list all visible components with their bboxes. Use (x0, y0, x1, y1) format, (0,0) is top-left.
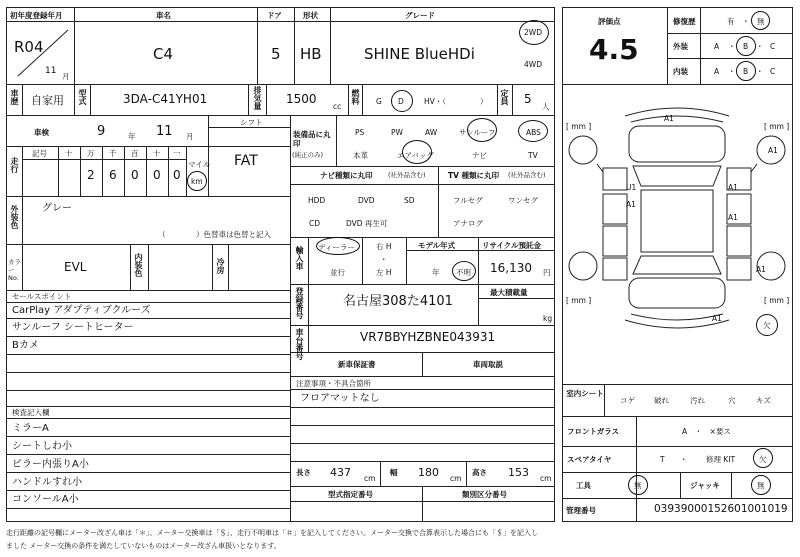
max-load-unit: kg (543, 314, 553, 323)
inspection-year-unit: 年 (128, 132, 136, 141)
mileage-unit-1: 万 (87, 149, 95, 158)
repair-label: 修復歴 (673, 17, 696, 26)
exterior-rating-label: 外装 (673, 42, 688, 51)
unknown-circle (452, 261, 476, 281)
type-number-label: 型式指定番号 (328, 490, 373, 499)
equipment-navi: ナビ (472, 151, 487, 160)
inspector-note-item: シートしわ小 (12, 441, 72, 452)
import-label: 輸入車 (295, 246, 304, 270)
exterior-grade-c: C (770, 42, 776, 51)
doors-value: 5 (271, 45, 281, 63)
repair-no: 無 (757, 17, 765, 26)
repair-dot: ・ (742, 17, 750, 26)
score-value: 4.5 (589, 33, 639, 66)
equipment-aw: AW (425, 128, 438, 137)
model-year-unknown: 不明 (456, 268, 471, 277)
mileage-digit: 0 (153, 168, 161, 182)
front-glass-value: A ・ ×要ス (682, 427, 731, 436)
width-value: 180 (418, 466, 439, 479)
mileage-unit-5: 一 (173, 149, 181, 158)
navi-label: ナビ種類に丸印 (320, 171, 373, 180)
registration-value: 名古屋308た4101 (343, 294, 453, 309)
color-no-value: EVL (64, 260, 87, 274)
equipment-label: 装備品に丸印 (293, 130, 331, 148)
equipment-pw: PW (391, 128, 403, 137)
fuel-label: 燃料 (351, 89, 360, 105)
interior-grade-dot: ・ (728, 67, 736, 76)
grade-value: SHINE BlueHDi (364, 45, 475, 63)
interior-grade-c: C (770, 67, 776, 76)
registration-label: 登録番号 (295, 287, 304, 319)
spare-tire-dot: ・ (680, 455, 688, 464)
interior-grade-b: B (743, 67, 749, 76)
chassis-value: VR7BBYHZBNE043931 (360, 330, 496, 344)
dealer-circle (316, 237, 360, 255)
grade-label: グレード (405, 11, 435, 20)
inspection-label: 車検 (34, 128, 49, 137)
diagram-mark: A1 (756, 265, 766, 274)
tv-label: TV 種類に丸印 (448, 171, 500, 180)
tools-label: 工具 (576, 481, 591, 490)
width-unit: cm (450, 474, 462, 483)
drive-4wd: 4WD (524, 60, 542, 69)
airbag-circle (402, 140, 432, 164)
capacity-unit: 人 (542, 102, 550, 111)
drive-2wd: 2WD (524, 28, 542, 37)
mileage-km: km (191, 177, 203, 186)
import-dot: ・ (380, 255, 388, 264)
recycle-label: リサイクル預託金 (482, 241, 541, 250)
inspection-month-unit: 月 (186, 132, 194, 141)
first-reg-month-unit: 月 (62, 72, 70, 81)
footer-line-2: ました メーター交換の条件を満たしていないものはメーター改ざん車扱いとなります。 (6, 542, 281, 550)
equipment-abs: ABS (526, 128, 541, 137)
model-value: 3DA-C41YH01 (123, 92, 208, 106)
mileage-digit: 0 (173, 168, 181, 182)
capacity-label: 定員 (500, 89, 509, 105)
import-parallel: 並行 (330, 268, 345, 277)
mileage-unit-2: 千 (109, 149, 117, 158)
class-number-label: 類別区分番号 (462, 490, 507, 499)
interior-color-label: 内装色 (134, 253, 143, 277)
mileage-sign-label: 記号 (32, 149, 47, 158)
length-unit: cm (364, 474, 376, 483)
exterior-color-label: 外装色 (10, 205, 19, 229)
interior-rating-label: 内装 (673, 67, 688, 76)
import-left-h: 左 H (376, 268, 392, 277)
exterior-grade-dot: ・ (728, 42, 736, 51)
caution-value: フロアマットなし (300, 393, 380, 404)
shape-label: 形状 (303, 11, 318, 20)
inspector-notes-label: 検査記入欄 (12, 408, 50, 417)
diagram-mark: A1 (728, 183, 738, 192)
import-right-h: 右 H (376, 242, 392, 251)
car-name-label: 車名 (156, 11, 171, 20)
diagram-mark: A1 (664, 114, 674, 123)
fridge-label: 冷房 (216, 258, 225, 274)
inspection-month: 11 (156, 124, 173, 139)
diagram-mark: U1 (626, 183, 637, 192)
tools-value: 無 (634, 481, 642, 490)
inspector-note-item: コンソールA小 (12, 494, 79, 505)
displacement-label: 排気量 (253, 86, 262, 110)
management-value: 0393900015260100101​9 (654, 503, 788, 515)
tv-fullseg: フルセグ (453, 196, 483, 205)
sheet-dirt: 汚れ (690, 396, 705, 405)
exterior-grade-b: B (743, 42, 749, 51)
sales-point-item: サンルーフ シートヒーター (12, 322, 134, 333)
mileage-digit: 2 (87, 168, 95, 182)
front-glass-label: フロントガラス (567, 427, 620, 436)
navi-sd: SD (404, 196, 415, 205)
equipment-ps: PS (355, 128, 365, 137)
warranty-label: 新車保証書 (338, 360, 376, 369)
inspector-note-item: ミラーA (12, 423, 49, 434)
equipment-tv: TV (528, 151, 538, 160)
spare-tire-label: スペアタイヤ (567, 455, 612, 464)
sales-point-item: CarPlay アダプティブクルーズ (12, 305, 151, 316)
sheet-burn: コゲ (620, 396, 635, 405)
mileage-unit-3: 百 (131, 149, 139, 158)
exterior-grade-dot: ・ (756, 42, 764, 51)
footer-line-1: 走行距離の記号欄にメーター改ざん車は「＊」、メーター交換車は「＄」、走行不明車は「＃」を記入してください。メーター交換で合算表示した場合にも「＄」を記入し (6, 529, 538, 537)
mm-bracket: [ mm ] (764, 122, 790, 131)
sales-point-item: Bカメ (12, 340, 39, 351)
tv-oneseg: ワンセグ (508, 196, 538, 205)
repair-yes: 有 (727, 17, 735, 26)
sales-points-label: セールスポイント (12, 292, 72, 301)
usage-label: 車歴 (10, 89, 19, 105)
manual-label: 車両取説 (473, 360, 503, 369)
equipment-airbag: エアバッグ (397, 151, 434, 160)
abs-circle (518, 120, 548, 142)
mm-bracket: [ mm ] (764, 296, 790, 305)
navi-hdd: HDD (308, 196, 326, 205)
navi-dvd: DVD (358, 196, 375, 205)
diagram-mark: A1 (712, 314, 722, 323)
tv-sub: (社外品含む) (508, 171, 546, 179)
sunroof-circle (467, 118, 497, 142)
mileage-digit: 6 (109, 168, 117, 182)
equipment-leather: 本革 (353, 151, 368, 160)
width-label: 幅 (390, 468, 398, 477)
usage-value: 自家用 (31, 94, 64, 107)
recycle-value: 16,130 (490, 261, 532, 275)
inspection-year: 9 (97, 124, 106, 139)
fuel-close: ） (480, 97, 488, 106)
height-value: 153 (508, 466, 529, 479)
sheet-tear: 破れ (654, 396, 669, 405)
interior-grade-a: A (714, 67, 720, 76)
mm-bracket: [ mm ] (566, 296, 592, 305)
interior-grade-dot: ・ (756, 67, 764, 76)
diagram-mark: A1 (728, 213, 738, 222)
recycle-unit: 円 (543, 268, 551, 277)
length-label: 長さ (296, 468, 311, 477)
inspector-note-item: ピラー内張りA小 (12, 459, 89, 470)
exterior-color-note: ）色替車は色替と記入 (196, 230, 271, 239)
car-name: C4 (153, 45, 174, 63)
car-body-diagram (563, 86, 792, 376)
inspector-note-item: ハンドルすれ小 (12, 477, 82, 488)
fuel-d: D (398, 97, 404, 106)
capacity-value: 5 (524, 92, 532, 106)
fuel-g: G (376, 97, 382, 106)
mileage-digit: 0 (131, 168, 139, 182)
exterior-grade-a: A (714, 42, 720, 51)
caution-label: 注意事項・不具合箇所 (296, 379, 371, 388)
chassis-label: 車台番号 (295, 328, 304, 360)
model-year-unit: 年 (432, 268, 440, 277)
score-label: 評価点 (598, 17, 621, 26)
height-unit: cm (540, 474, 552, 483)
management-label: 管理番号 (566, 506, 596, 515)
sheet-hole: 穴 (728, 396, 736, 405)
mileage-label: 走行 (10, 157, 19, 173)
shift-value: FAT (234, 153, 258, 169)
jack-label: ジャッキ (690, 481, 720, 490)
length-value: 437 (330, 466, 351, 479)
navi-dvd-play: DVD 再生可 (346, 219, 388, 228)
color-no-label: カラーNo. (8, 258, 21, 282)
first-reg-year: R04 (14, 38, 44, 56)
shape-value: HB (300, 45, 322, 63)
interior-sheet-label: 室内シート (566, 389, 604, 398)
mileage-unit-4: 十 (153, 149, 161, 158)
model-label: 型式 (78, 89, 87, 105)
max-load-label: 最大積載量 (490, 288, 528, 297)
doors-label: ドア (267, 11, 282, 20)
first-reg-label: 初年度登録年月 (10, 11, 63, 20)
mileage-unit-0: 十 (65, 149, 73, 158)
tv-analog: アナログ (453, 219, 483, 228)
exterior-color-value: グレー (42, 203, 72, 214)
shift-label: シフト (240, 118, 263, 127)
displacement-value: 1500 (286, 92, 317, 106)
spare-tire-missing: 欠 (759, 455, 767, 464)
jack-value: 無 (757, 481, 765, 490)
sheet-scratch: キズ (756, 396, 771, 405)
diagram-mark: A1 (768, 146, 778, 155)
diagram-missing: 欠 (763, 321, 771, 330)
exterior-color-note-open: （ (158, 230, 166, 239)
interior-b-circle (736, 61, 756, 81)
model-year-label: モデル年式 (418, 241, 456, 250)
spare-tire-t: T (660, 455, 665, 464)
navi-cd: CD (309, 219, 321, 228)
height-label: 高さ (472, 468, 487, 477)
exterior-b-circle (736, 36, 756, 56)
navi-sub: (社外品含む) (388, 171, 426, 179)
repair-no-circle (751, 11, 770, 30)
fuel-hv: HV・（ (424, 97, 447, 106)
first-reg-month: 11 (45, 66, 57, 76)
equipment-sublabel: (純正のみ) (292, 151, 324, 159)
displacement-unit: cc (333, 102, 342, 111)
equipment-sunroof: サンルーフ (459, 128, 496, 137)
mileage-mile-label: マイル (188, 160, 211, 169)
diagram-mark: A1 (626, 200, 636, 209)
spare-tire-kit: 修理 KIT (706, 455, 736, 464)
mm-bracket: [ mm ] (566, 122, 592, 131)
import-dealer: ディーラー (318, 243, 355, 252)
